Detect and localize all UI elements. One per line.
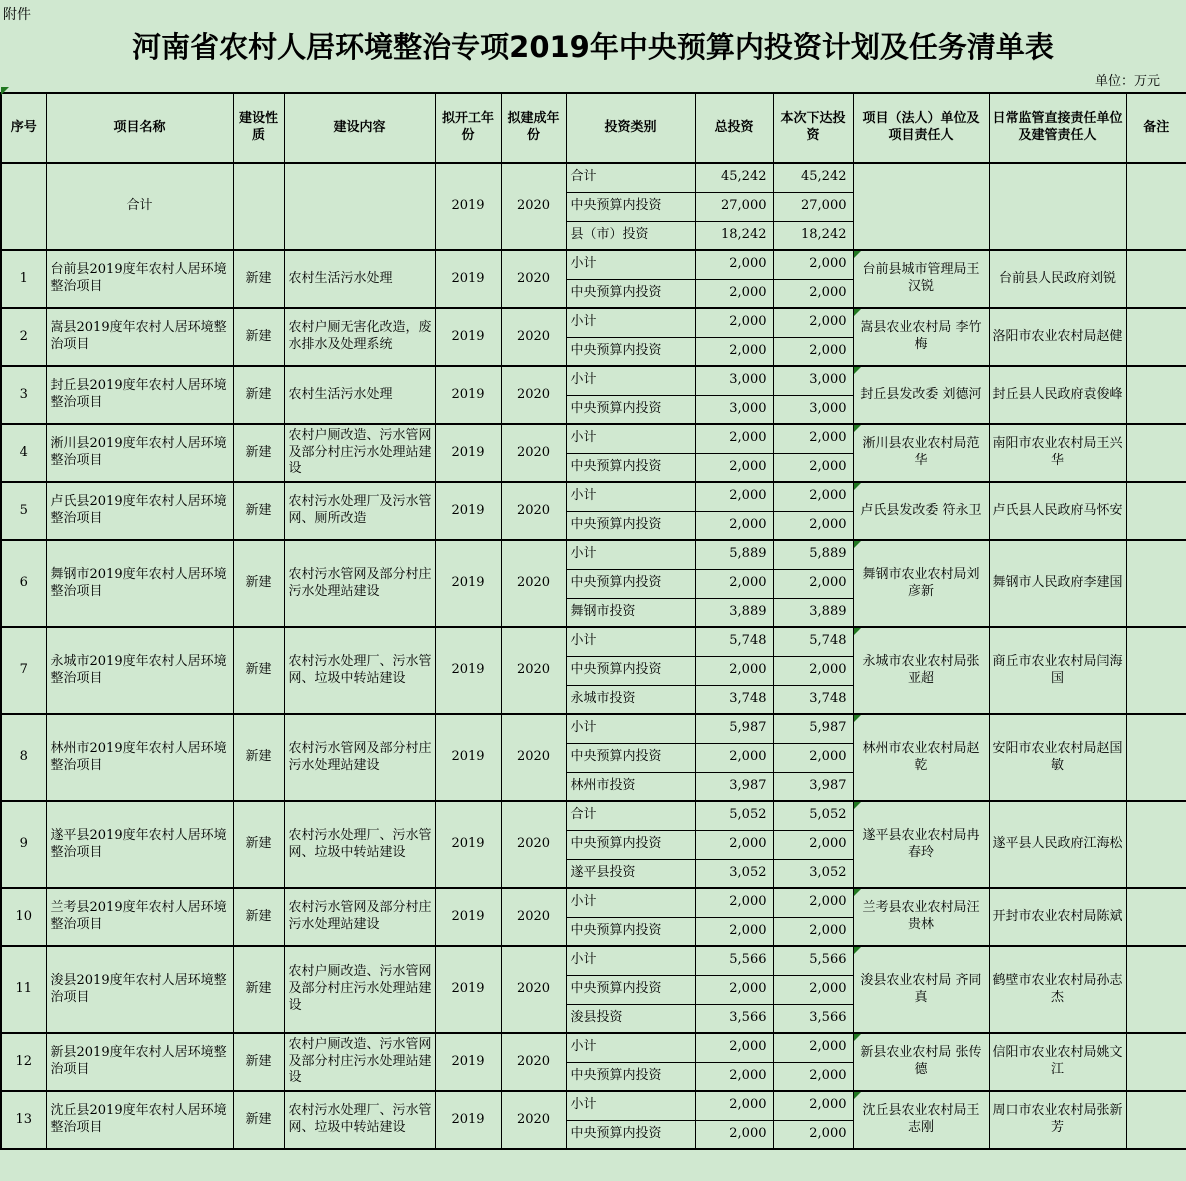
project-unit-cell xyxy=(853,163,989,250)
invest-category-cell: 遂平县投资 xyxy=(566,859,695,888)
total-invest-cell: 5,566 xyxy=(695,946,773,975)
unit-note: 单位：万元 xyxy=(1094,74,1160,89)
project-name-cell: 林州市2019度年农村人居环境整治项目 xyxy=(46,714,233,801)
invest-category-cell: 舞钢市投资 xyxy=(566,598,695,627)
total-invest-cell: 3,052 xyxy=(695,859,773,888)
start-year-cell: 2019 xyxy=(435,1033,501,1091)
total-invest-cell: 2,000 xyxy=(695,830,773,859)
nature-cell: 新建 xyxy=(233,1091,284,1149)
start-year-cell: 2019 xyxy=(435,250,501,308)
remark-cell xyxy=(1126,250,1186,308)
seq-cell: 12 xyxy=(1,1033,46,1091)
total-invest-cell: 5,748 xyxy=(695,627,773,656)
project-row xyxy=(1,482,1186,511)
total-invest-cell: 5,987 xyxy=(695,714,773,743)
seq-cell: 5 xyxy=(1,482,46,540)
total-invest-cell: 2,000 xyxy=(695,1062,773,1091)
total-invest-cell: 3,566 xyxy=(695,1004,773,1033)
project-name-cell: 台前县2019度年农村人居环境整治项目 xyxy=(46,250,233,308)
nature-cell xyxy=(233,163,284,250)
invest-category-cell: 中央预算内投资 xyxy=(566,337,695,366)
content-cell: 农村生活污水处理 xyxy=(284,250,435,308)
current-invest-cell: 18,242 xyxy=(773,221,853,250)
current-invest-cell: 3,000 xyxy=(773,366,853,395)
supervision-unit-cell: 舞钢市人民政府李建国 xyxy=(989,540,1126,627)
current-invest-cell: 2,000 xyxy=(773,975,853,1004)
current-invest-cell: 2,000 xyxy=(773,482,853,511)
project-row xyxy=(1,627,1186,656)
seq-cell: 13 xyxy=(1,1091,46,1149)
total-invest-cell: 5,889 xyxy=(695,540,773,569)
nature-cell: 新建 xyxy=(233,1033,284,1091)
page-title: 河南省农村人居环境整治专项2019年中央预算内投资计划及任务清单表 xyxy=(132,30,1054,64)
invest-category-cell: 中央预算内投资 xyxy=(566,279,695,308)
col-header-remark: 备注 xyxy=(1126,93,1186,163)
start-year-cell: 2019 xyxy=(435,888,501,946)
project-name-cell: 淅川县2019度年农村人居环境整治项目 xyxy=(46,424,233,482)
col-header-start-year: 拟开工年份 xyxy=(435,93,501,163)
remark-cell xyxy=(1126,163,1186,250)
nature-cell: 新建 xyxy=(233,714,284,801)
total-invest-cell: 2,000 xyxy=(695,569,773,598)
invest-category-cell: 中央预算内投资 xyxy=(566,975,695,1004)
total-invest-cell: 3,000 xyxy=(695,366,773,395)
content-cell: 农村户厕改造、污水管网及部分村庄污水处理站建设 xyxy=(284,1033,435,1091)
project-unit-cell: 林州市农业农村局赵乾 xyxy=(853,714,989,801)
nature-cell: 新建 xyxy=(233,540,284,627)
col-header-invest-category: 投资类别 xyxy=(566,93,695,163)
end-year-cell: 2020 xyxy=(501,627,566,714)
end-year-cell: 2020 xyxy=(501,366,566,424)
col-header-end-year: 拟建成年份 xyxy=(501,93,566,163)
end-year-cell: 2020 xyxy=(501,888,566,946)
col-header-project-name: 项目名称 xyxy=(46,93,233,163)
project-row xyxy=(1,1091,1186,1120)
current-invest-cell: 2,000 xyxy=(773,279,853,308)
current-invest-cell: 2,000 xyxy=(773,453,853,482)
total-invest-cell: 2,000 xyxy=(695,917,773,946)
cell-error-marker-icon xyxy=(1,87,9,95)
content-cell: 农村污水管网及部分村庄污水处理站建设 xyxy=(284,714,435,801)
remark-cell xyxy=(1126,888,1186,946)
current-invest-cell: 3,889 xyxy=(773,598,853,627)
current-invest-cell: 2,000 xyxy=(773,830,853,859)
content-cell: 农村污水处理厂及污水管网、厕所改造 xyxy=(284,482,435,540)
end-year-cell: 2020 xyxy=(501,714,566,801)
total-invest-cell: 3,748 xyxy=(695,685,773,714)
col-header-current-invest: 本次下达投资 xyxy=(773,93,853,163)
start-year-cell: 2019 xyxy=(435,366,501,424)
project-unit-cell: 嵩县农业农村局 李竹梅 xyxy=(853,308,989,366)
project-row xyxy=(1,801,1186,830)
project-unit-cell: 舞钢市农业农村局刘彦新 xyxy=(853,540,989,627)
current-invest-cell: 2,000 xyxy=(773,424,853,453)
project-name-cell: 沈丘县2019度年农村人居环境整治项目 xyxy=(46,1091,233,1149)
col-header-supervision-unit: 日常监管直接责任单位及建管责任人 xyxy=(989,93,1126,163)
col-header-construction-content: 建设内容 xyxy=(284,93,435,163)
project-row xyxy=(1,888,1186,917)
total-invest-cell: 3,889 xyxy=(695,598,773,627)
col-header-total-invest: 总投资 xyxy=(695,93,773,163)
invest-category-cell: 浚县投资 xyxy=(566,1004,695,1033)
seq-cell: 4 xyxy=(1,424,46,482)
project-name-cell: 卢氏县2019度年农村人居环境整治项目 xyxy=(46,482,233,540)
current-invest-cell: 2,000 xyxy=(773,656,853,685)
seq-cell: 6 xyxy=(1,540,46,627)
invest-category-cell: 小计 xyxy=(566,424,695,453)
col-header-construction-nature: 建设性质 xyxy=(233,93,284,163)
remark-cell xyxy=(1126,366,1186,424)
seq-cell: 10 xyxy=(1,888,46,946)
nature-cell: 新建 xyxy=(233,424,284,482)
col-header-seq: 序号 xyxy=(1,93,46,163)
project-row xyxy=(1,946,1186,975)
supervision-unit-cell: 周口市农业农村局张新芳 xyxy=(989,1091,1126,1149)
current-invest-cell: 2,000 xyxy=(773,743,853,772)
project-name-cell: 合计 xyxy=(46,163,233,250)
invest-category-cell: 合计 xyxy=(566,163,695,192)
content-cell: 农村污水处理厂、污水管网、垃圾中转站建设 xyxy=(284,801,435,888)
project-row xyxy=(1,540,1186,569)
start-year-cell: 2019 xyxy=(435,424,501,482)
end-year-cell: 2020 xyxy=(501,946,566,1033)
invest-category-cell: 小计 xyxy=(566,946,695,975)
end-year-cell: 2020 xyxy=(501,482,566,540)
invest-category-cell: 小计 xyxy=(566,714,695,743)
supervision-unit-cell: 安阳市农业农村局赵国敏 xyxy=(989,714,1126,801)
invest-category-cell: 永城市投资 xyxy=(566,685,695,714)
content-cell: 农村污水处理厂、污水管网、垃圾中转站建设 xyxy=(284,1091,435,1149)
project-unit-cell: 永城市农业农村局张亚超 xyxy=(853,627,989,714)
content-cell xyxy=(284,163,435,250)
end-year-cell: 2020 xyxy=(501,424,566,482)
start-year-cell: 2019 xyxy=(435,627,501,714)
col-header-project-unit: 项目（法人）单位及项目责任人 xyxy=(853,93,989,163)
content-cell: 农村污水管网及部分村庄污水处理站建设 xyxy=(284,888,435,946)
start-year-cell: 2019 xyxy=(435,482,501,540)
content-cell: 农村污水管网及部分村庄污水处理站建设 xyxy=(284,540,435,627)
remark-cell xyxy=(1126,424,1186,482)
current-invest-cell: 2,000 xyxy=(773,250,853,279)
project-row xyxy=(1,424,1186,453)
supervision-unit-cell: 开封市农业农村局陈斌 xyxy=(989,888,1126,946)
current-invest-cell: 2,000 xyxy=(773,1091,853,1120)
invest-category-cell: 小计 xyxy=(566,540,695,569)
invest-category-cell: 小计 xyxy=(566,1033,695,1062)
project-name-cell: 嵩县2019度年农村人居环境整治项目 xyxy=(46,308,233,366)
supervision-unit-cell: 台前县人民政府刘锐 xyxy=(989,250,1126,308)
supervision-unit-cell: 信阳市农业农村局姚文江 xyxy=(989,1033,1126,1091)
current-invest-cell: 3,052 xyxy=(773,859,853,888)
project-name-cell: 兰考县2019度年农村人居环境整治项目 xyxy=(46,888,233,946)
project-unit-cell: 浚县农业农村局 齐同真 xyxy=(853,946,989,1033)
seq-cell: 8 xyxy=(1,714,46,801)
start-year-cell: 2019 xyxy=(435,801,501,888)
supervision-unit-cell: 商丘市农业农村局闫海国 xyxy=(989,627,1126,714)
total-invest-cell: 2,000 xyxy=(695,656,773,685)
header-row xyxy=(1,93,1186,163)
total-invest-cell: 2,000 xyxy=(695,975,773,1004)
total-invest-cell: 2,000 xyxy=(695,1033,773,1062)
total-invest-cell: 2,000 xyxy=(695,337,773,366)
invest-category-cell: 小计 xyxy=(566,308,695,337)
total-invest-cell: 2,000 xyxy=(695,250,773,279)
start-year-cell: 2019 xyxy=(435,1091,501,1149)
current-invest-cell: 5,748 xyxy=(773,627,853,656)
total-invest-cell: 2,000 xyxy=(695,1091,773,1120)
invest-category-cell: 小计 xyxy=(566,482,695,511)
current-invest-cell: 2,000 xyxy=(773,1062,853,1091)
supervision-unit-cell: 遂平县人民政府江海松 xyxy=(989,801,1126,888)
current-invest-cell: 2,000 xyxy=(773,1120,853,1149)
project-row xyxy=(1,308,1186,337)
seq-cell: 3 xyxy=(1,366,46,424)
end-year-cell: 2020 xyxy=(501,801,566,888)
end-year-cell: 2020 xyxy=(501,250,566,308)
current-invest-cell: 2,000 xyxy=(773,308,853,337)
current-invest-cell: 3,000 xyxy=(773,395,853,424)
current-invest-cell: 5,052 xyxy=(773,801,853,830)
remark-cell xyxy=(1126,540,1186,627)
total-invest-cell: 27,000 xyxy=(695,192,773,221)
seq-cell xyxy=(1,163,46,250)
project-name-cell: 封丘县2019度年农村人居环境整治项目 xyxy=(46,366,233,424)
project-row xyxy=(1,366,1186,395)
supervision-unit-cell xyxy=(989,163,1126,250)
current-invest-cell: 3,566 xyxy=(773,1004,853,1033)
current-invest-cell: 2,000 xyxy=(773,569,853,598)
project-name-cell: 新县2019度年农村人居环境整治项目 xyxy=(46,1033,233,1091)
current-invest-cell: 2,000 xyxy=(773,1033,853,1062)
remark-cell xyxy=(1126,946,1186,1033)
nature-cell: 新建 xyxy=(233,482,284,540)
content-cell: 农村户厕无害化改造，废水排水及处理系统 xyxy=(284,308,435,366)
nature-cell: 新建 xyxy=(233,627,284,714)
project-unit-cell: 遂平县农业农村局冉春玲 xyxy=(853,801,989,888)
project-row xyxy=(1,714,1186,743)
project-unit-cell: 台前县城市管理局王汉锐 xyxy=(853,250,989,308)
invest-category-cell: 县（市）投资 xyxy=(566,221,695,250)
total-invest-cell: 2,000 xyxy=(695,888,773,917)
total-invest-cell: 2,000 xyxy=(695,424,773,453)
invest-category-cell: 中央预算内投资 xyxy=(566,656,695,685)
table-header xyxy=(1,93,1186,163)
invest-category-cell: 小计 xyxy=(566,366,695,395)
content-cell: 农村户厕改造、污水管网及部分村庄污水处理站建设 xyxy=(284,424,435,482)
start-year-cell: 2019 xyxy=(435,540,501,627)
project-unit-cell: 沈丘县农业农村局王志刚 xyxy=(853,1091,989,1149)
remark-cell xyxy=(1126,308,1186,366)
current-invest-cell: 5,987 xyxy=(773,714,853,743)
invest-category-cell: 中央预算内投资 xyxy=(566,830,695,859)
project-name-cell: 浚县2019度年农村人居环境整治项目 xyxy=(46,946,233,1033)
invest-category-cell: 小计 xyxy=(566,1091,695,1120)
supervision-unit-cell: 南阳市农业农村局王兴华 xyxy=(989,424,1126,482)
total-invest-cell: 3,987 xyxy=(695,772,773,801)
end-year-cell: 2020 xyxy=(501,1033,566,1091)
supervision-unit-cell: 洛阳市农业农村局赵健 xyxy=(989,308,1126,366)
start-year-cell: 2019 xyxy=(435,163,501,250)
start-year-cell: 2019 xyxy=(435,946,501,1033)
invest-category-cell: 中央预算内投资 xyxy=(566,1062,695,1091)
total-invest-cell: 2,000 xyxy=(695,308,773,337)
investment-table xyxy=(0,92,1186,1150)
total-invest-cell: 18,242 xyxy=(695,221,773,250)
nature-cell: 新建 xyxy=(233,250,284,308)
total-invest-cell: 45,242 xyxy=(695,163,773,192)
project-name-cell: 永城市2019度年农村人居环境整治项目 xyxy=(46,627,233,714)
project-name-cell: 舞钢市2019度年农村人居环境整治项目 xyxy=(46,540,233,627)
end-year-cell: 2020 xyxy=(501,308,566,366)
seq-cell: 9 xyxy=(1,801,46,888)
project-unit-cell: 封丘县发改委 刘德河 xyxy=(853,366,989,424)
nature-cell: 新建 xyxy=(233,366,284,424)
nature-cell: 新建 xyxy=(233,946,284,1033)
total-invest-cell: 2,000 xyxy=(695,743,773,772)
nature-cell: 新建 xyxy=(233,308,284,366)
header-block xyxy=(0,0,1186,92)
current-invest-cell: 2,000 xyxy=(773,917,853,946)
invest-category-cell: 小计 xyxy=(566,250,695,279)
nature-cell: 新建 xyxy=(233,888,284,946)
invest-category-cell: 中央预算内投资 xyxy=(566,192,695,221)
invest-category-cell: 中央预算内投资 xyxy=(566,453,695,482)
current-invest-cell: 3,748 xyxy=(773,685,853,714)
current-invest-cell: 5,889 xyxy=(773,540,853,569)
current-invest-cell: 45,242 xyxy=(773,163,853,192)
project-unit-cell: 卢氏县发改委 符永卫 xyxy=(853,482,989,540)
invest-category-cell: 中央预算内投资 xyxy=(566,569,695,598)
content-cell: 农村生活污水处理 xyxy=(284,366,435,424)
project-row xyxy=(1,163,1186,192)
project-name-cell: 遂平县2019度年农村人居环境整治项目 xyxy=(46,801,233,888)
current-invest-cell: 2,000 xyxy=(773,511,853,540)
total-invest-cell: 2,000 xyxy=(695,482,773,511)
total-invest-cell: 2,000 xyxy=(695,1120,773,1149)
remark-cell xyxy=(1126,482,1186,540)
invest-category-cell: 林州市投资 xyxy=(566,772,695,801)
seq-cell: 2 xyxy=(1,308,46,366)
current-invest-cell: 27,000 xyxy=(773,192,853,221)
invest-category-cell: 中央预算内投资 xyxy=(566,1120,695,1149)
invest-category-cell: 小计 xyxy=(566,627,695,656)
invest-category-cell: 合计 xyxy=(566,801,695,830)
table-body xyxy=(1,163,1186,1149)
total-invest-cell: 2,000 xyxy=(695,279,773,308)
start-year-cell: 2019 xyxy=(435,308,501,366)
supervision-unit-cell: 封丘县人民政府袁俊峰 xyxy=(989,366,1126,424)
end-year-cell: 2020 xyxy=(501,540,566,627)
supervision-unit-cell: 鹤壁市农业农村局孙志杰 xyxy=(989,946,1126,1033)
remark-cell xyxy=(1126,1091,1186,1149)
content-cell: 农村户厕改造、污水管网及部分村庄污水处理站建设 xyxy=(284,946,435,1033)
total-invest-cell: 5,052 xyxy=(695,801,773,830)
current-invest-cell: 2,000 xyxy=(773,888,853,917)
remark-cell xyxy=(1126,801,1186,888)
remark-cell xyxy=(1126,1033,1186,1091)
remark-cell xyxy=(1126,627,1186,714)
seq-cell: 7 xyxy=(1,627,46,714)
end-year-cell: 2020 xyxy=(501,163,566,250)
project-unit-cell: 淅川县农业农村局范华 xyxy=(853,424,989,482)
seq-cell: 1 xyxy=(1,250,46,308)
invest-category-cell: 中央预算内投资 xyxy=(566,917,695,946)
invest-category-cell: 中央预算内投资 xyxy=(566,511,695,540)
end-year-cell: 2020 xyxy=(501,1091,566,1149)
total-invest-cell: 3,000 xyxy=(695,395,773,424)
current-invest-cell: 3,987 xyxy=(773,772,853,801)
invest-category-cell: 小计 xyxy=(566,888,695,917)
attachment-label: 附件 xyxy=(3,7,31,23)
start-year-cell: 2019 xyxy=(435,714,501,801)
project-unit-cell: 兰考县农业农村局汪贵林 xyxy=(853,888,989,946)
nature-cell: 新建 xyxy=(233,801,284,888)
project-row xyxy=(1,250,1186,279)
supervision-unit-cell: 卢氏县人民政府马怀安 xyxy=(989,482,1126,540)
content-cell: 农村污水处理厂、污水管网、垃圾中转站建设 xyxy=(284,627,435,714)
total-invest-cell: 2,000 xyxy=(695,511,773,540)
project-unit-cell: 新县农业农村局 张传德 xyxy=(853,1033,989,1091)
total-invest-cell: 2,000 xyxy=(695,453,773,482)
current-invest-cell: 5,566 xyxy=(773,946,853,975)
invest-category-cell: 中央预算内投资 xyxy=(566,743,695,772)
current-invest-cell: 2,000 xyxy=(773,337,853,366)
invest-category-cell: 中央预算内投资 xyxy=(566,395,695,424)
seq-cell: 11 xyxy=(1,946,46,1033)
remark-cell xyxy=(1126,714,1186,801)
project-row xyxy=(1,1033,1186,1062)
